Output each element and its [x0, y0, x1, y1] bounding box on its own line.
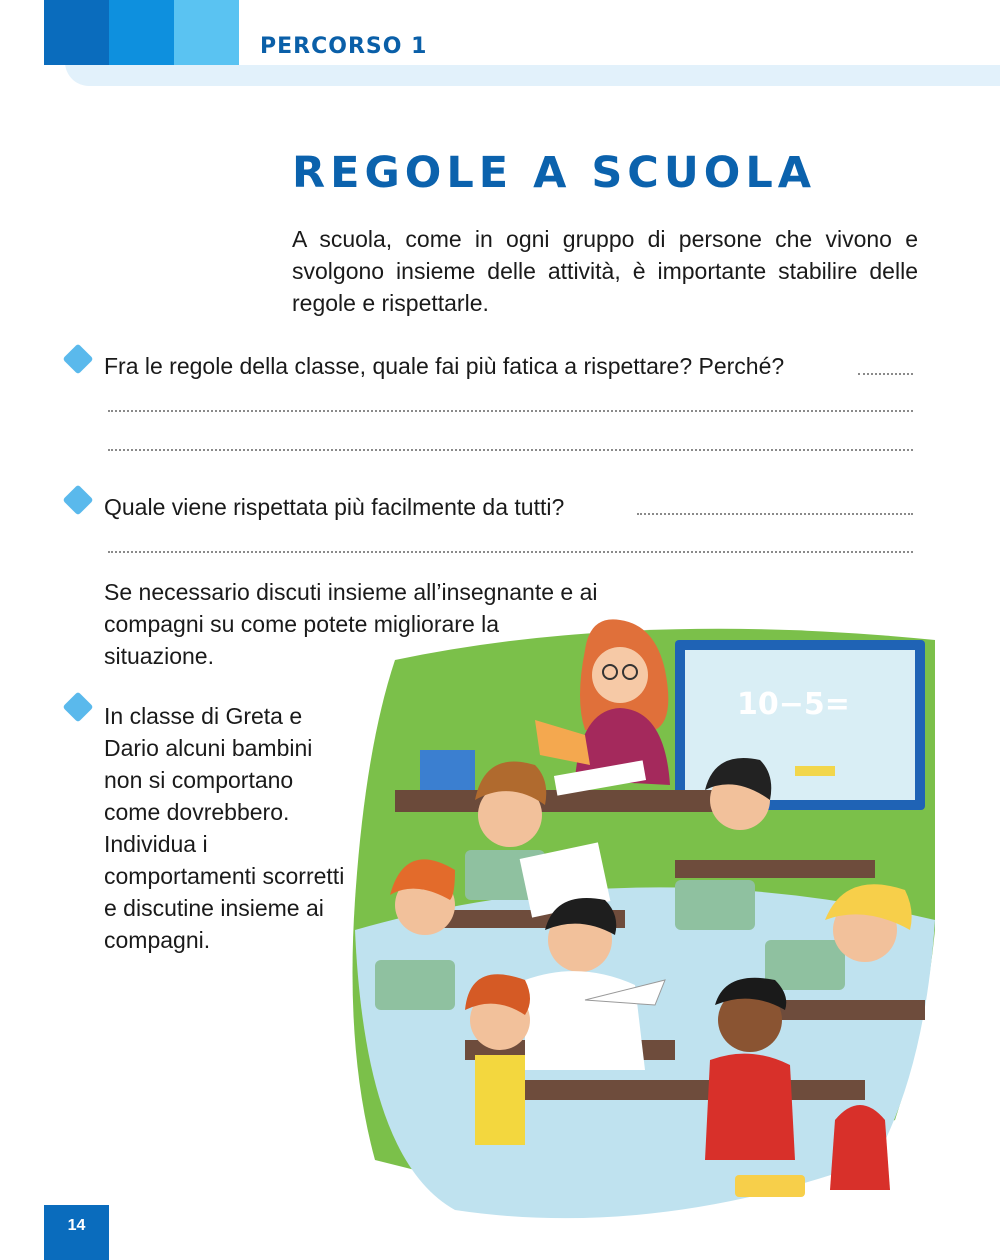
- chair: [375, 960, 455, 1010]
- bullet-diamond-icon: [62, 484, 93, 515]
- answer-line[interactable]: [108, 551, 913, 553]
- header-block-dark: [44, 0, 109, 65]
- student-desk: [675, 860, 875, 878]
- classroom-illustration: [335, 600, 955, 1240]
- shoes: [735, 1175, 805, 1197]
- intro-paragraph: A scuola, come in ogni gruppo di persone che vivono e svolgono insieme delle attività, è importante stabilire delle regole e rispettarle.: [292, 226, 918, 316]
- bullet-diamond-icon: [62, 691, 93, 722]
- student-shirt: [705, 1054, 795, 1160]
- question-1: Fra le regole della classe, quale fai più fatica a rispettare? Perché?: [104, 353, 785, 379]
- teacher-face: [592, 647, 648, 703]
- page-number-box: [44, 1205, 109, 1260]
- question-2: Quale viene rispettata più facilmente da tutti?: [104, 494, 565, 520]
- bullet-diamond-icon: [62, 343, 93, 374]
- header-block-mid: [109, 0, 174, 65]
- answer-line[interactable]: [108, 449, 913, 451]
- student-shirt: [475, 1055, 525, 1145]
- eraser: [795, 766, 835, 776]
- backpack: [830, 1105, 890, 1190]
- page-number: 14: [67, 1217, 86, 1234]
- header-block-light: [174, 0, 239, 65]
- answer-line[interactable]: [637, 513, 913, 515]
- book-stack: [420, 750, 475, 790]
- page-title: REGOLE A SCUOLA: [292, 148, 817, 198]
- answer-line[interactable]: [108, 410, 913, 412]
- board-text: 10−5=: [737, 687, 850, 722]
- answer-line[interactable]: [858, 373, 913, 375]
- teacher-desk: [395, 790, 715, 812]
- discussion-note: Se necessario discuti insieme all’insegnante e ai compagni su come potete migliorare la situazione.: [104, 579, 598, 669]
- student-shirt: [525, 971, 645, 1070]
- section-label: PERCORSO 1: [260, 34, 428, 59]
- chair: [675, 880, 755, 930]
- task-paragraph: In classe di Greta e Dario alcuni bambini non si comportano come dovrebbero. Individua i comportamenti scorretti e discutine insieme ai compagni.: [104, 703, 345, 953]
